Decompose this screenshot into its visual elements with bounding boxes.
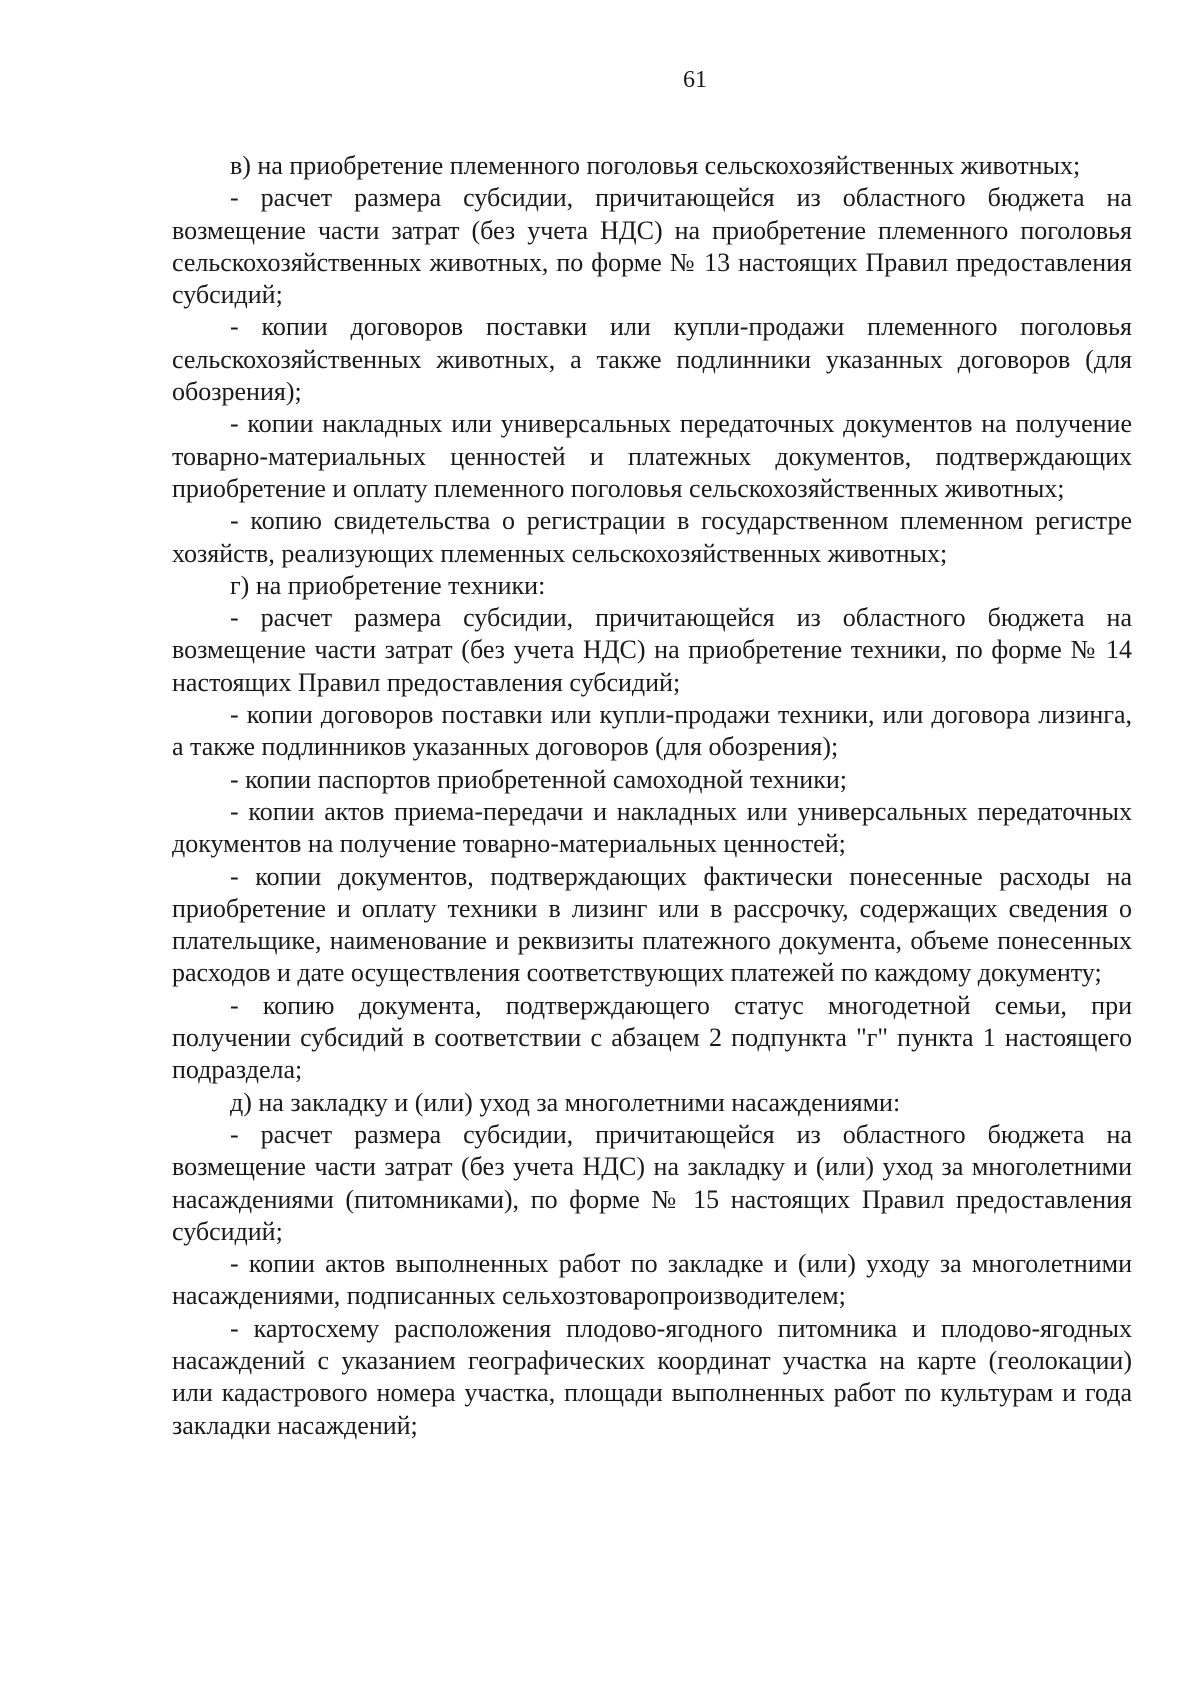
paragraph-equipment-passports: - копии паспортов приобретенной самоходной техники;	[230, 764, 847, 794]
paragraph-subsidy-calc-plantings: - расчет размера субсидии, причитающейся из областного бюджета на возмещение части затрат (без учета НДС) на закладку и (или) уход за многолетними насаждениями (питомниками), по форме № 15 настоящих Правил предоставления субсидий;	[172, 1119, 1132, 1246]
paragraph-subsidy-calc-livestock: - расчет размера субсидии, причитающейся из областного бюджета на возмещение части затрат (без учета НДС) на приобретение племенного поголовья сельскохозяйственных животных, по форме № 13 настоящих Правил предоставления субсидий;	[172, 183, 1132, 310]
paragraph-subsidy-calc-equipment: - расчет размера субсидии, причитающейся из областного бюджета на возмещение части затрат (без учета НДС) на приобретение техники, по форме № 14 настоящих Правил предоставления субсидий;	[172, 603, 1132, 697]
document-body	[172, 150, 1132, 1442]
paragraph-transfer-acts: - копии актов приема-передачи и накладных или универсальных передаточных документов на получение товарно-материальных ценностей;	[172, 796, 1132, 859]
paragraph-invoices-livestock: - копии накладных или универсальных передаточных документов на получение товарно-материальных ценностей и платежных документов, подтверждающих приобретение и оплату племенного поголовья сельскохозяйственных животных;	[172, 409, 1132, 503]
paragraph-item-g-heading: г) на приобретение техники:	[230, 570, 546, 600]
paragraph-supply-contracts-livestock: - копии договоров поставки или купли-продажи племенного поголовья сельскохозяйственных животных, а также подлинники указанных договоров (для обозрения);	[172, 312, 1132, 407]
paragraph-registry-certificate: - копию свидетельства о регистрации в государственном племенном регистре хозяйств, реализующих племенных сельскохозяйственных животных;	[172, 506, 1132, 568]
paragraph-nursery-map: - картосхему расположения плодово-ягодного питомника и плодово-ягодных насаждений с указанием географических координат участка на карте (геолокации) или кадастрового номера участка, площади выполненных работ по культурам и года закладки насаждений;	[172, 1313, 1132, 1440]
paragraph-supply-contracts-equipment: - копии договоров поставки или купли-продажи техники, или договора лизинга, а также подлинников указанных договоров (для обозрения);	[172, 700, 1132, 762]
paragraph-expense-documents: - копии документов, подтверждающих фактически понесенные расходы на приобретение и оплату техники в лизинг или в рассрочку, содержащих сведения о плательщике, наименование и реквизиты платежного документа, объеме понесенных расходов и дате осуществления соответствующих платежей по каждому документу;	[172, 861, 1132, 988]
paragraph-item-d-heading: д) на закладку и (или) уход за многолетними насаждениями:	[230, 1087, 901, 1117]
page-number: 61	[683, 67, 707, 93]
paragraph-item-v-heading: в) на приобретение племенного поголовья сельскохозяйственных животных;	[230, 151, 1081, 180]
paragraph-large-family-status: - копию документа, подтверждающего статус многодетной семьи, при получении субсидий в соответствии с абзацем 2 подпункта "г" пункта 1 настоящего подраздела;	[172, 990, 1132, 1085]
paragraph-work-acts-plantings: - копии актов выполненных работ по закладке и (или) уходу за многолетними насаждениями, подписанных сельхозтоваропроизводителем;	[172, 1249, 1132, 1311]
